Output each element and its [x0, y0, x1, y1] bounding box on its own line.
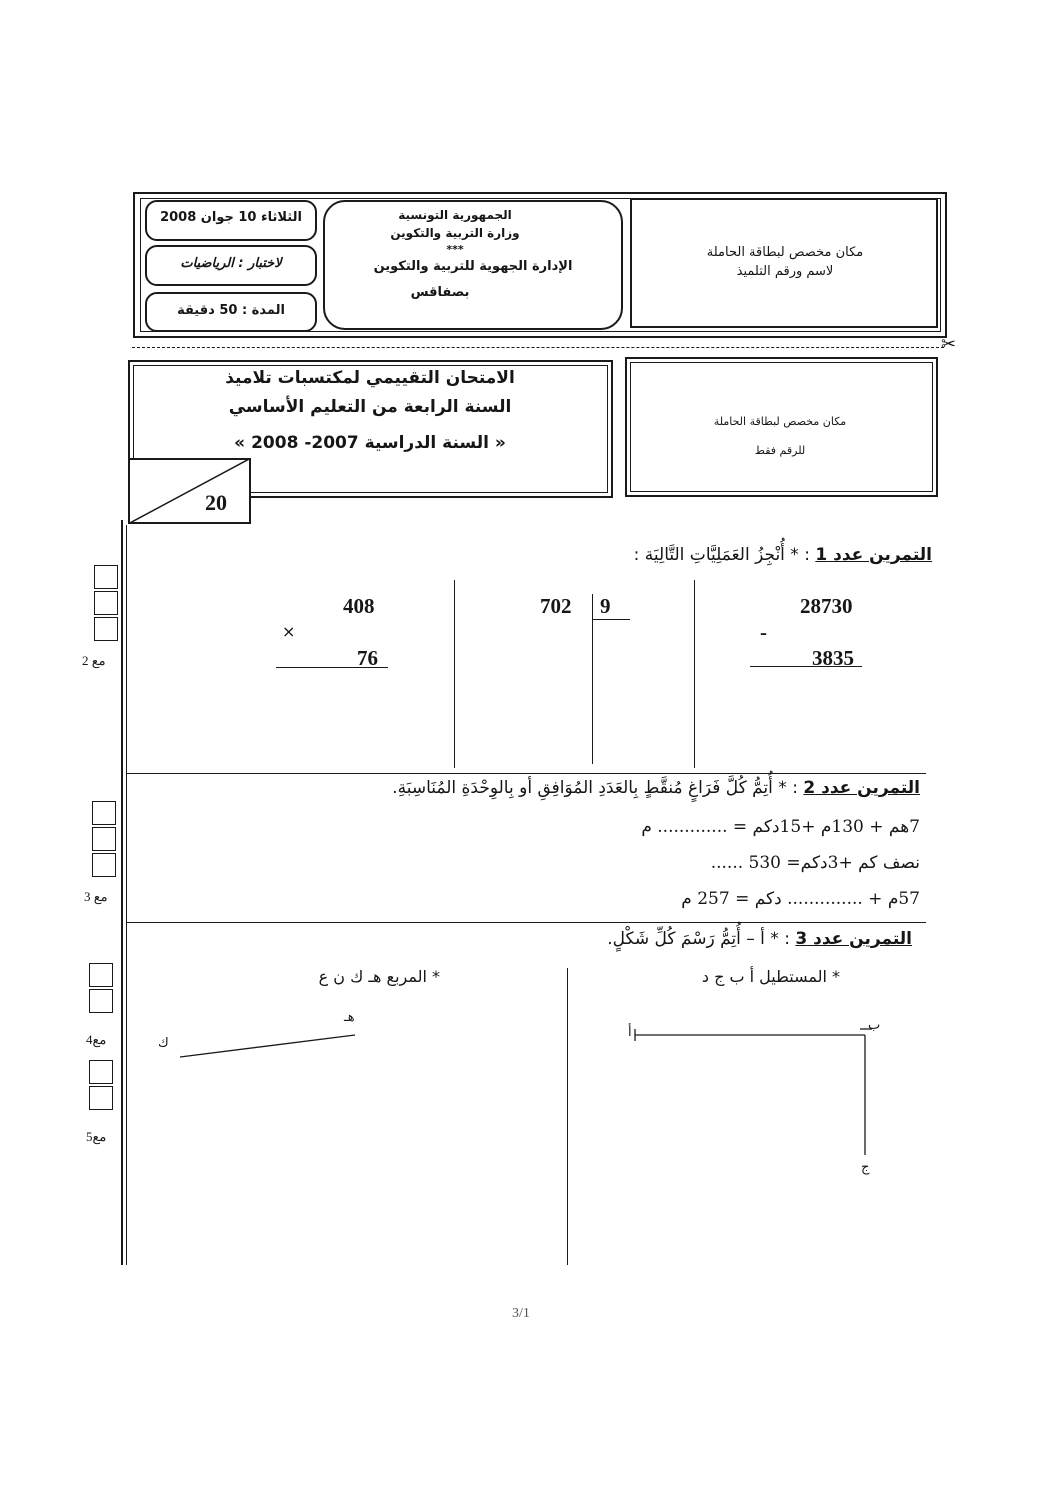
exercise-1-heading: [560, 545, 932, 565]
ministry-line-1: الجمهورية التونسية: [398, 208, 512, 222]
rectangle-drawing: [620, 1015, 890, 1185]
ex3-separator: [567, 968, 568, 1265]
point-jim: ج: [861, 1160, 870, 1175]
exercise-2-label: التمرين عدد 2: [803, 778, 920, 798]
exercise-1-label: التمرين عدد 1: [815, 545, 932, 565]
grade-cell[interactable]: [89, 989, 113, 1013]
ex2-bottom-rule: [126, 922, 926, 923]
grade-cell[interactable]: [92, 853, 116, 877]
ex2-line-1: 7هم + 130م +15دكم = ............. م: [641, 817, 920, 837]
ex3-margin-label-1: مع4: [86, 1032, 107, 1047]
exercise-1-instruction: : * أُنْجِزُ العَمَلِيَّاتِ التَّالِيَة :: [633, 545, 810, 565]
grade-cell[interactable]: [89, 963, 113, 987]
test-subject: لاختبار : الرياضيات: [180, 256, 282, 271]
subtraction-bottom: 3835: [812, 646, 854, 670]
division-divisor: 9: [600, 594, 611, 618]
exercise-3-label: التمرين عدد 3: [795, 929, 912, 949]
card-line-1: مكان مخصص لبطاقة الحاملة: [713, 415, 847, 428]
grade-cell[interactable]: [89, 1060, 113, 1084]
student-box-line-2: لاسم ورقم التلميذ: [736, 264, 834, 279]
margin-rule-inner: [126, 525, 127, 1265]
grade-cell[interactable]: [94, 617, 118, 641]
exam-title-line-2: السنة الرابعة من التعليم الأساسي: [228, 397, 512, 417]
point-ba: ب: [868, 1018, 881, 1033]
ministry-line-5: بصفاقس: [410, 285, 470, 300]
exercise-3-instruction: : * أ – أُتِمُّ رَسْمَ كُلِّ شَكْلٍ.: [607, 929, 790, 949]
margin-rule: [121, 520, 123, 1265]
subtraction-top: 28730: [800, 594, 853, 618]
grade-cell[interactable]: [94, 565, 118, 589]
point-ha: هـ: [344, 1010, 355, 1025]
point-alif: أ: [628, 1025, 632, 1040]
ministry-line-4: الإدارة الجهوية للتربية والتكوين: [373, 259, 573, 274]
square-drawing: [170, 1015, 370, 1065]
square-title: * المربع هـ ك ن ع: [318, 967, 440, 986]
school-year: « السنة الدراسية 2007- 2008 »: [234, 433, 506, 453]
grade-cell[interactable]: [94, 591, 118, 615]
grade-cell[interactable]: [89, 1086, 113, 1110]
exercise-2-instruction: : * أُتِمُّ كُلَّ فَرَاغٍ مُنقَّطٍ بِالعَدَدِ المُوَافِقِ أو بِالوِحْدَةِ المُنَاسِبَةِ.: [392, 778, 798, 798]
division-rule: [592, 619, 630, 620]
cut-line: [132, 347, 944, 348]
scissors-icon: ✂: [941, 334, 957, 355]
score-total: 20: [205, 490, 227, 515]
point-kaf: ك: [158, 1036, 169, 1051]
exercise-2-heading: [260, 778, 920, 798]
ex2-line-2: نصف كم +3دكم= 530 ......: [710, 853, 920, 873]
grade-cell[interactable]: [92, 801, 116, 825]
ex2-margin-label: مع 3: [84, 889, 108, 904]
ex1-separator-right: [694, 580, 695, 768]
multiplication-rule: [276, 667, 388, 668]
exam-duration: المدة : 50 دقيقة: [177, 303, 285, 318]
score-diagonal: [128, 458, 251, 524]
multiplication-operator: ×: [282, 622, 296, 641]
division-dividend: 702: [540, 594, 572, 618]
ministry-line-3: ***: [446, 243, 464, 256]
ex2-line-3: 57م + .............. دكم = 257 م: [681, 889, 920, 909]
exercise-3-heading: [540, 929, 912, 949]
rectangle-title: * المستطيل أ ب ج د: [701, 967, 840, 986]
grade-cell[interactable]: [92, 827, 116, 851]
student-box-line-1: مكان مخصص لبطاقة الحاملة: [706, 245, 864, 260]
multiplication-top: 408: [343, 594, 375, 618]
subtraction-operator: -: [760, 620, 767, 644]
student-name-box: [630, 198, 938, 328]
card-line-2: للرقم فقط: [754, 444, 806, 457]
exam-date: الثلاثاء 10 جوان 2008: [160, 210, 302, 225]
ex1-margin-label: مع 2: [82, 653, 106, 668]
exam-title-line-1: الامتحان التقييمي لمكتسبات تلاميذ: [225, 368, 515, 388]
ex1-bottom-rule: [126, 773, 926, 774]
ex3-margin-label-2: مع5: [86, 1129, 107, 1144]
ex1-separator-left: [454, 580, 455, 768]
page-number: 3/1: [512, 1306, 530, 1321]
multiplication-bottom: 76: [357, 646, 378, 670]
ministry-line-2: وزارة التربية والتكوين: [390, 226, 520, 240]
